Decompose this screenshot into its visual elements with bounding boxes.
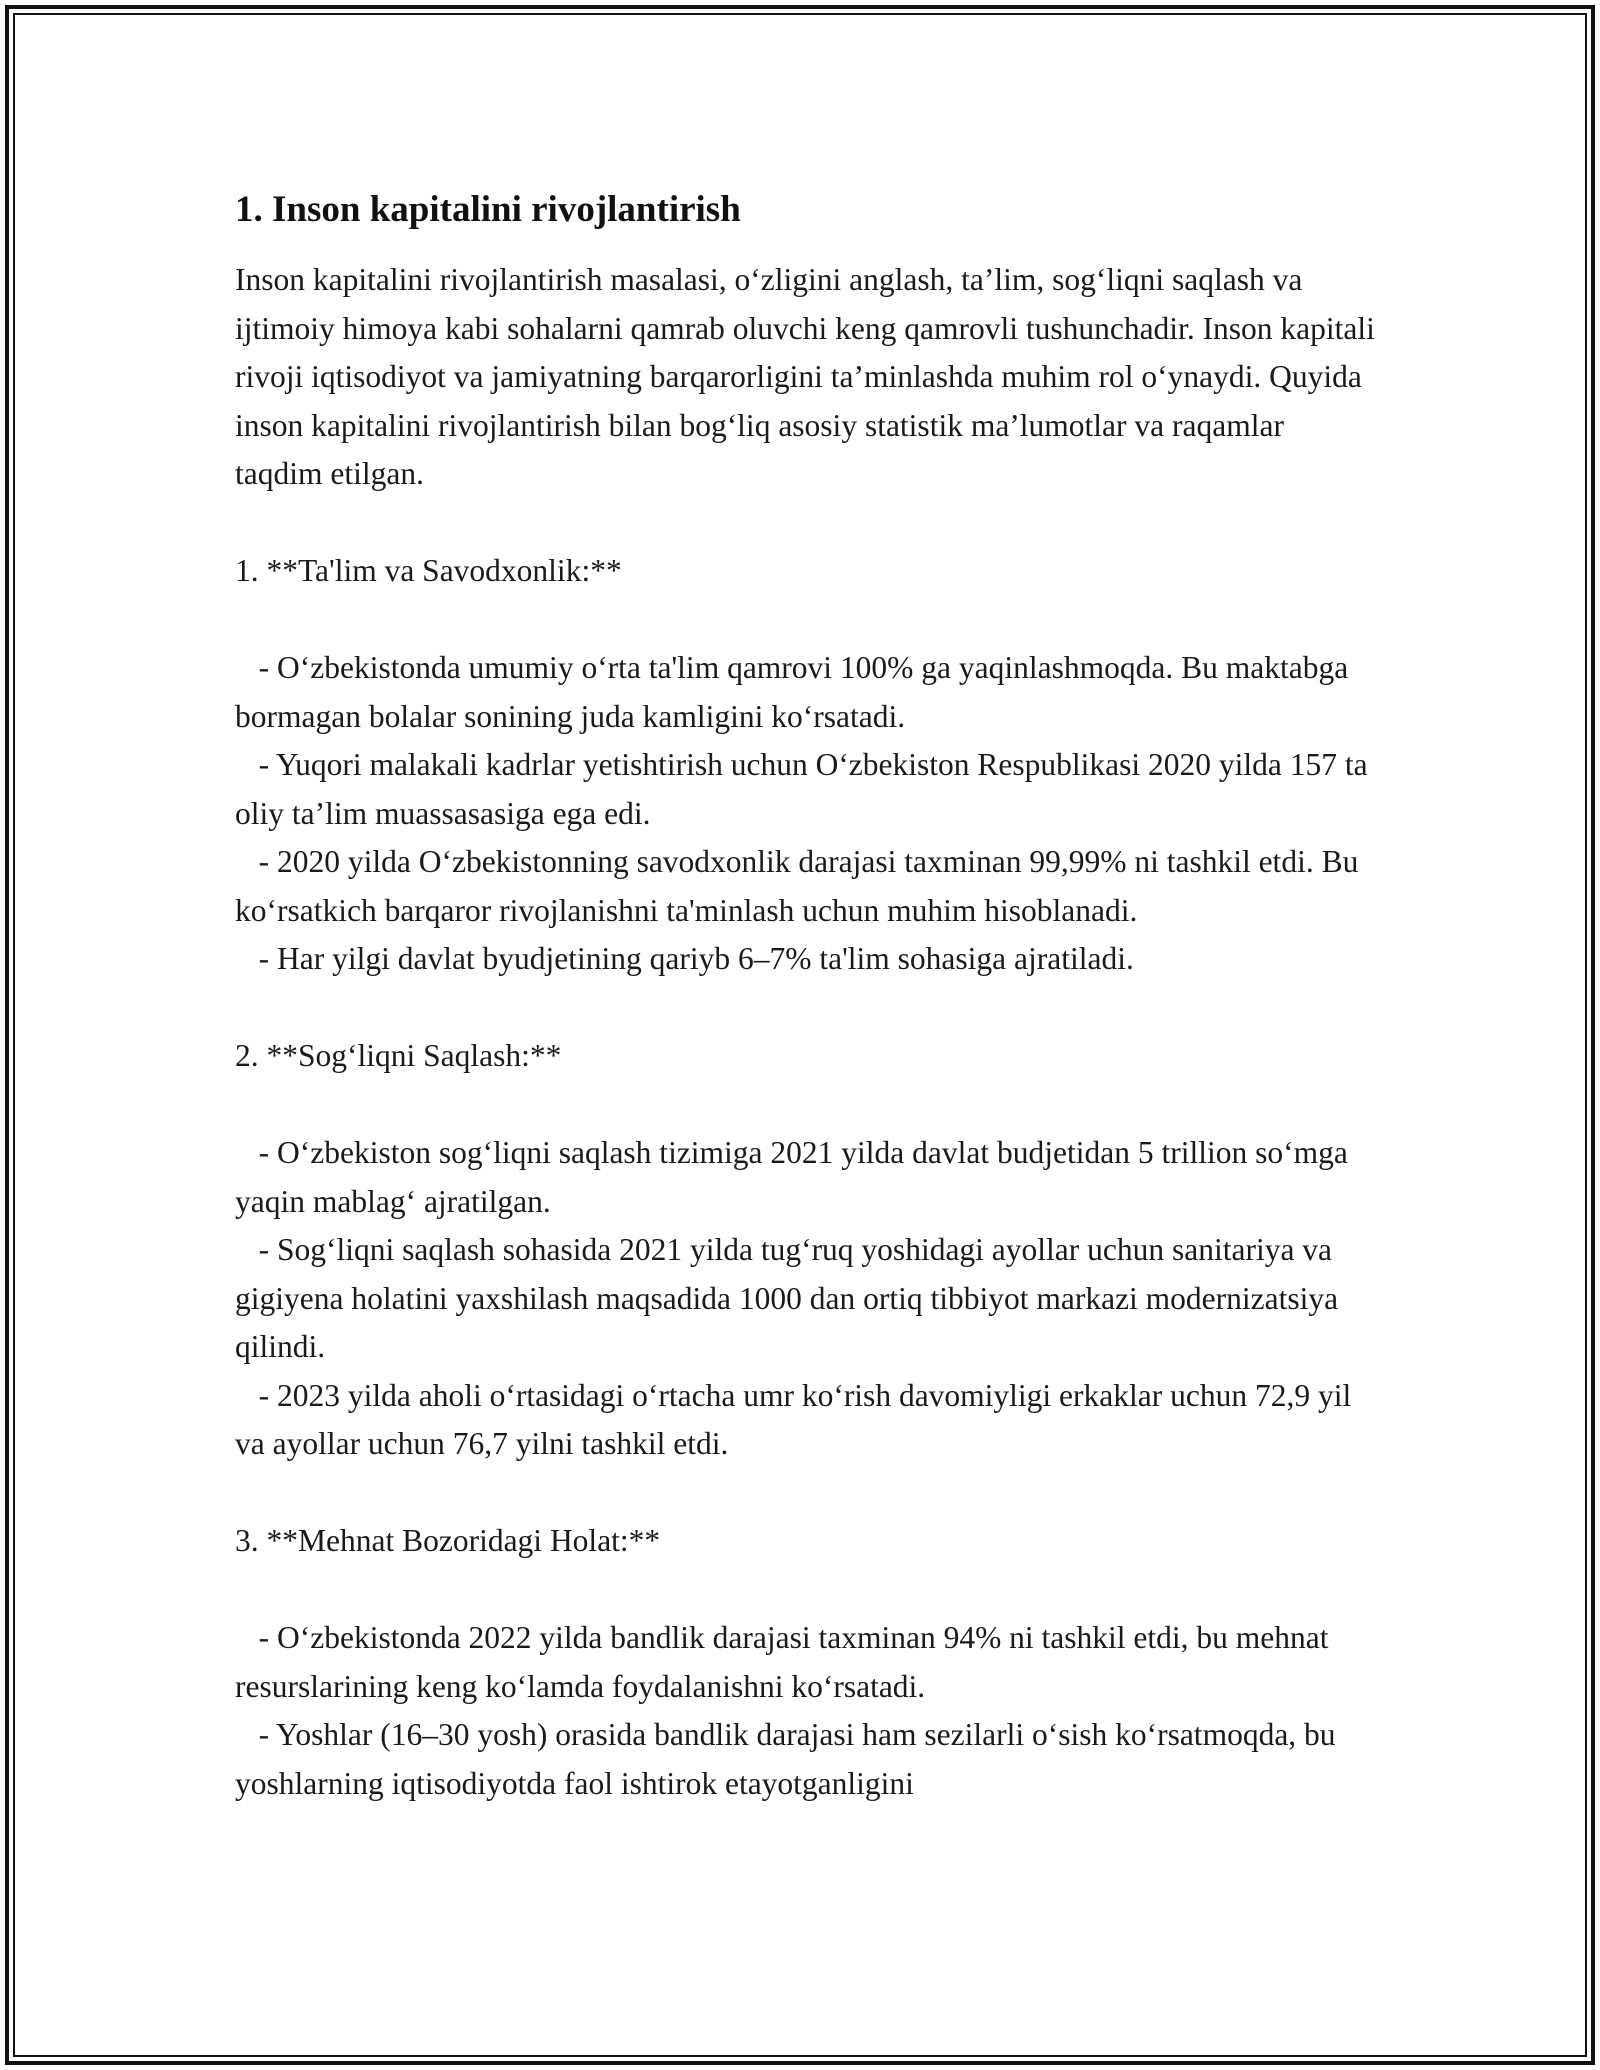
list-item: - 2020 yilda O‘zbekistonning savodxonlik darajasi taxminan 99,99% ni tashkil etdi. Bu ko‘rsatkich barqaror rivojlanishni ta'minlash uchun muhim hisoblanadi. [235, 844, 1367, 928]
blank-line [235, 1566, 1375, 1615]
list-item: - O‘zbekistonda 2022 yilda bandlik darajasi taxminan 94% ni tashkil etdi, bu mehnat resurslarining keng ko‘lamda foydalanishni ko‘rsatadi. [235, 1620, 1337, 1704]
list-item: - Har yilgi davlat byudjetining qariyb 6–7% ta'lim sohasiga ajratiladi. [235, 941, 1134, 976]
blank-line [235, 596, 1375, 645]
intro-paragraph: Inson kapitalini rivojlantirish masalasi, o‘zligini anglash, ta’lim, sog‘liqni saqlash va ijtimoiy himoya kabi sohalarni qamrab oluvchi keng qamrovli tushunchadir. Inson kapitali rivoji iqtisodiyot va jamiyatning barqarorligini ta’minlashda muhim rol o‘ynaydi. Quyida inson kapitalini rivojlantirish bilan bog‘liq asosiy statistik ma’lumotlar va raqamlar taqdim etilgan. [235, 262, 1383, 491]
document-body [235, 186, 1383, 1808]
section-title: 3. **Mehnat Bozoridagi Holat:** [235, 1523, 661, 1558]
section-education [235, 547, 1375, 984]
list-item: - Sog‘liqni saqlash sohasida 2021 yilda tug‘ruq yoshidagi ayollar uchun sanitariya va gigiyena holatini yaxshilash maqsadida 1000 dan ortiq tibbiyot markazi modernizatsiya qilindi. [235, 1232, 1346, 1364]
list-item: - O‘zbekistonda umumiy o‘rta ta'lim qamrovi 100% ga yaqinlashmoqda. Bu maktabga bormagan bolalar sonining juda kamligini ko‘rsatadi. [235, 650, 1357, 734]
section-health [235, 1032, 1375, 1469]
blank-line [235, 1081, 1375, 1130]
section-title: 1. **Ta'lim va Savodxonlik:** [235, 553, 622, 588]
section-heading: 1. Inson kapitalini rivojlantirish [235, 189, 741, 230]
section-labor-market [235, 1517, 1375, 1808]
list-item: - Yoshlar (16–30 yosh) orasida bandlik darajasi ham sezilarli o‘sish ko‘rsatmoqda, bu yoshlarning iqtisodiyotda faol ishtirok etayotganligini [235, 1717, 1344, 1801]
list-item: - 2023 yilda aholi o‘rtasidagi o‘rtacha umr ko‘rish davomiyligi erkaklar uchun 72,9 yil va ayollar uchun 76,7 yilni tashkil etdi. [235, 1377, 1360, 1461]
blank-line [235, 984, 1375, 1033]
list-item: - Yuqori malakali kadrlar yetishtirish uchun O‘zbekiston Respublikasi 2020 yilda 157 ta oliy ta’lim muassasasiga ega edi. [235, 747, 1376, 831]
section-title: 2. **Sog‘liqni Saqlash:** [235, 1038, 562, 1073]
blank-line [235, 1469, 1375, 1518]
blank-line [235, 499, 1375, 548]
list-item: - O‘zbekiston sog‘liqni saqlash tizimiga 2021 yilda davlat budjetidan 5 trillion so‘mga yaqin mablag‘ ajratilgan. [235, 1135, 1356, 1219]
